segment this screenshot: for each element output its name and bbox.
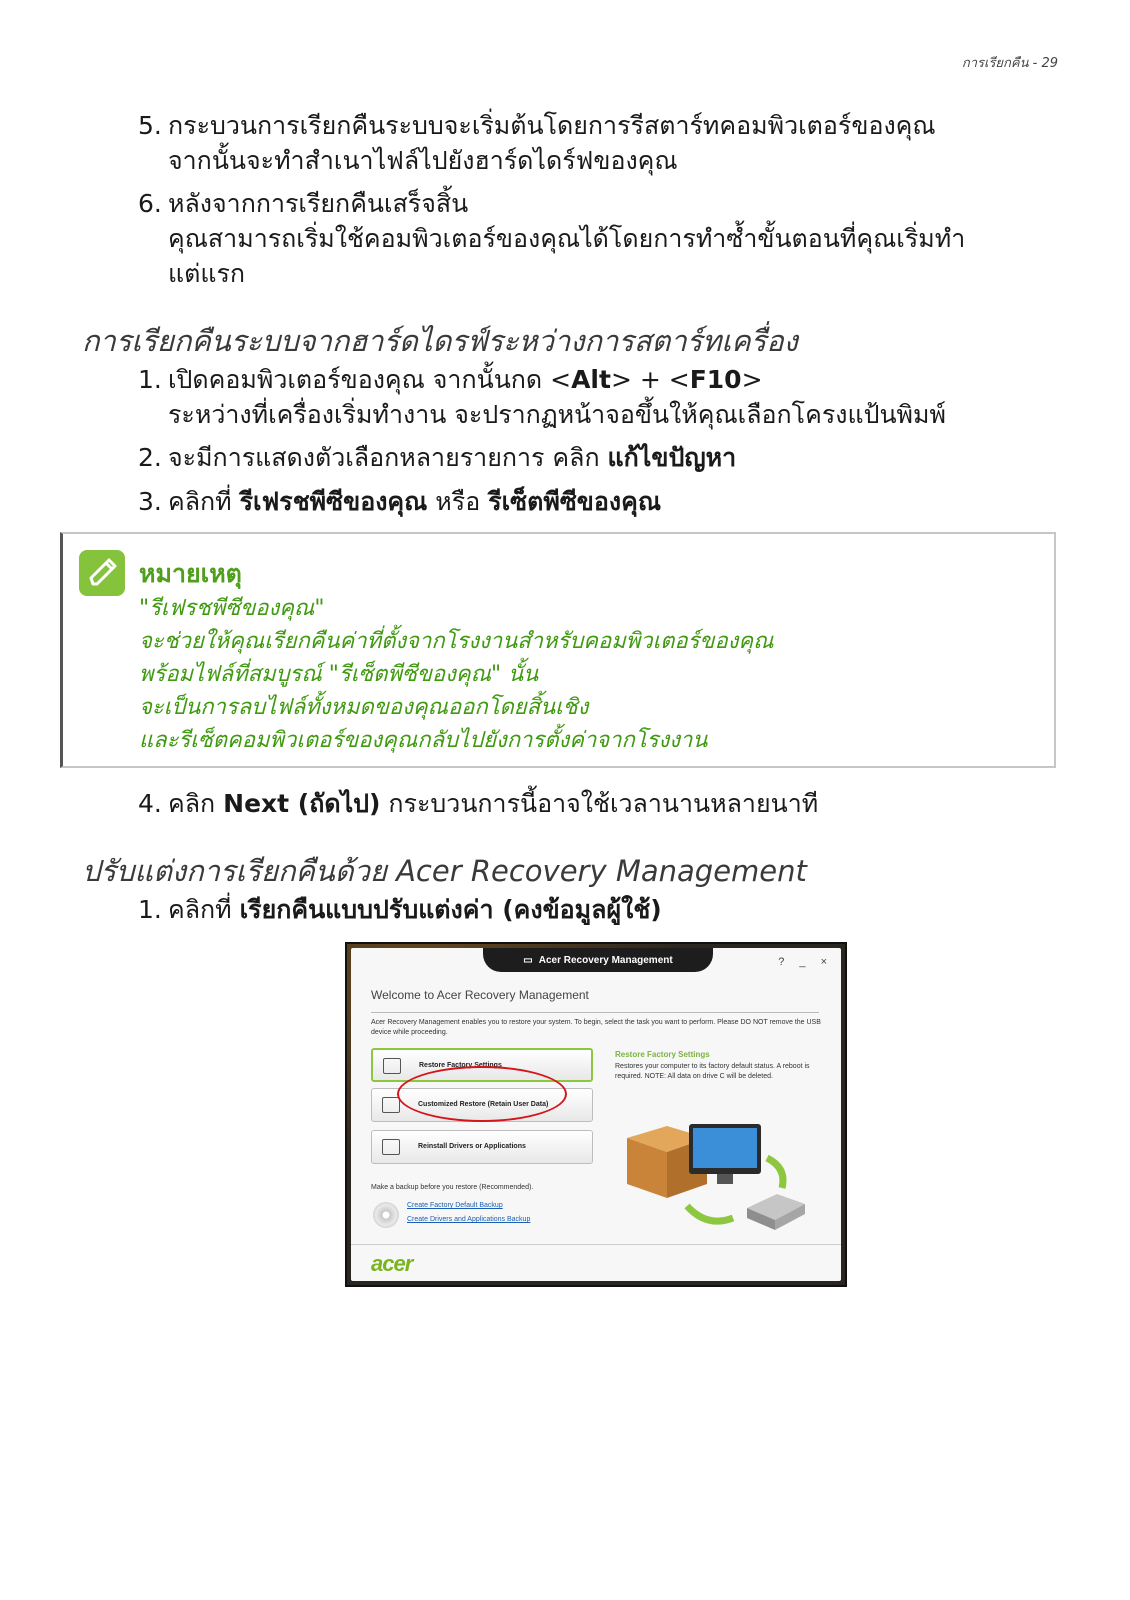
restore-illustration-icon [617,1098,817,1238]
option-label: Restore Factory Settings [419,1062,502,1069]
step-6 [138,186,1070,291]
step-text-line: เปิดคอมพิวเตอร์ของคุณ จากนั้นกด <Alt> + <F10> [168,365,763,394]
footer-divider [351,1244,841,1245]
detail-title: Restore Factory Settings [615,1050,710,1059]
reinstall-drivers-button[interactable] [371,1130,593,1164]
option-label: Reinstall Drivers or Applications [418,1143,526,1150]
step-number: 5. [138,111,162,140]
step-text-line: คลิกที่ รีเฟรชพีซีของคุณ หรือ รีเซ็ตพีซีของคุณ [168,487,662,516]
step-text-line: คลิก Next (ถัดไป) กระบวนการนี้อาจใช้เวลานานหลายนาที [168,789,819,818]
disc-icon [373,1202,399,1228]
window-controls[interactable]: ? _ × [778,956,833,968]
step-number: 3. [138,487,162,516]
note-line: จะเป็นการลบไฟล์ทั้งหมดของคุณออกโดยสิ้นเชิง [139,695,589,720]
step-number: 1. [138,365,162,394]
step-text-line: คลิกที่ เรียกคืนแบบปรับแต่งค่า (คงข้อมูลผู้ใช้) [168,895,662,924]
running-header: การเรียกคืน - 29 [961,56,1058,71]
app-icon: ▭ [523,954,533,966]
detail-description: Restores your computer to its factory default status. A reboot is required. NOTE: All data on drive C will be deleted. [615,1063,810,1080]
step-text-line: จะมีการแสดงตัวเลือกหลายรายการ คลิก แก้ไขปัญหา [168,443,737,472]
step-text-line: ระหว่างที่เครื่องเริ่มทำงาน จะปรากฏหน้าจอขึ้นให้คุณเลือกโครงแป้นพิมพ์ [168,400,946,429]
divider [371,1012,819,1013]
pen-icon [79,550,125,596]
custom-restore-icon [382,1097,400,1113]
step-1-custom [138,892,1070,927]
refresh-pc-label: รีเฟรชพีซีของคุณ [239,487,428,516]
step-number: 4. [138,789,162,818]
step-2-boot [138,440,1070,475]
note-line: "รีเฟรชพีซีของคุณ" [139,596,325,621]
drivers-icon [382,1139,400,1155]
step-3-boot [138,484,1070,519]
troubleshoot-label: แก้ไขปัญหา [607,443,737,472]
step-text-line: คุณสามารถเริ่มใช้คอมพิวเตอร์ของคุณได้โดยการทำซ้ำขั้นตอนที่คุณเริ่มทำ [168,224,966,253]
note-text [139,592,774,757]
step-number: 1. [138,895,162,924]
option-label: Customized Restore (Retain User Data) [418,1101,549,1108]
step-1-boot [138,362,1070,432]
key-alt: Alt [571,365,611,394]
note-line: จะช่วยให้คุณเรียกคืนค่าที่ตั้งจากโรงงานสำหรับคอมพิวเตอร์ของคุณ [139,629,774,654]
step-4-boot [138,786,1070,821]
highlight-circle [397,1066,567,1122]
note-box [60,532,1056,768]
note-line: พร้อมไฟล์ที่สมบูรณ์ "รีเซ็ตพีซีของคุณ" นั้น [139,662,539,687]
note-line: และรีเซ็ตคอมพิวเตอร์ของคุณกลับไปยังการตั้งค่าจากโรงงาน [139,728,708,753]
reset-pc-label: รีเซ็ตพีซีของคุณ [488,487,662,516]
step-text-line: แต่แรก [168,259,246,288]
note-title: หมายเหตุ [139,559,242,588]
create-factory-backup-link[interactable]: Create Factory Default Backup [407,1202,503,1209]
create-drivers-backup-link[interactable]: Create Drivers and Applications Backup [407,1216,531,1223]
window-title-tab [483,948,713,972]
window-title: Acer Recovery Management [538,954,673,966]
key-f10: F10 [689,365,742,394]
customized-restore-label: เรียกคืนแบบปรับแต่งค่า (คงข้อมูลผู้ใช้) [239,895,662,924]
section-heading-boot-recovery: การเรียกคืนระบบจากฮาร์ดไดรฟ์ระหว่างการสตาร์ทเครื่อง [82,324,798,358]
backup-text: Make a backup before you restore (Recommended). [371,1184,534,1191]
step-5 [138,108,1070,178]
step-text-line: จากนั้นจะทำสำเนาไฟล์ไปยังฮาร์ดไดร์ฟของคุณ [168,146,678,175]
recovery-screenshot [345,942,847,1287]
next-label: Next (ถัดไป) [223,789,381,818]
recovery-window [351,948,841,1281]
restore-icon [383,1058,401,1074]
step-number: 6. [138,189,162,218]
section-heading-custom-recovery: ปรับแต่งการเรียกคืนด้วย Acer Recovery Management [82,854,807,888]
step-text-line: หลังจากการเรียกคืนเสร็จสิ้น [168,189,469,218]
intro-text: Acer Recovery Management enables you to restore your system. To begin, select the task you want to perform. Please DO NOT remove the USB device while proceeding. [371,1019,821,1036]
step-text-line: กระบวนการเรียกคืนระบบจะเริ่มต้นโดยการรีสตาร์ทคอมพิวเตอร์ของคุณ [168,111,936,140]
welcome-title: Welcome to Acer Recovery Management [371,988,589,1002]
step-number: 2. [138,443,162,472]
acer-logo: acer [371,1251,413,1276]
